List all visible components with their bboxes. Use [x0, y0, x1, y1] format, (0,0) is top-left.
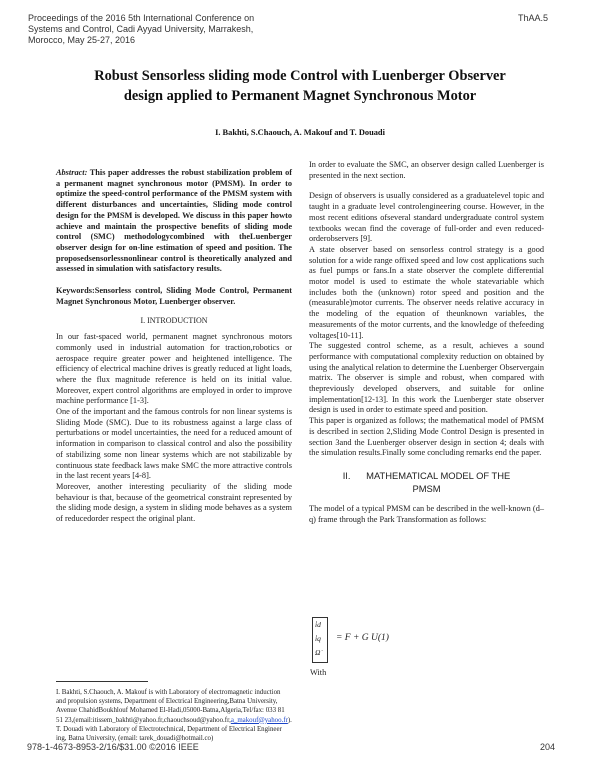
left-column	[56, 168, 292, 525]
equation-1	[312, 617, 542, 663]
title-line: design applied to Permanent Magnet Synchronous Motor	[123, 88, 477, 104]
footnote-rule	[56, 681, 148, 682]
section-heading-introduction: I. INTRODUCTION	[140, 316, 208, 326]
abstract	[56, 168, 292, 275]
intro-paragraph: In our fast-spaced world, permanent magnet synchronous motors commonly used in industrial automation for traction,robotics or aerospace require greater power and heightened intelligence. The efficiency of electrical machine drives is greatly reduced at light loads, where the flux magnitude reference is held on its initial value. Moreover, expert control algorithms are employed in order to improve machine performance [1-3].	[56, 332, 292, 406]
section-number: II.	[342, 469, 351, 481]
body-paragraph: The suggested control scheme, as a result, achieves a sound performance with computational complexity reduction on obtained by using the analytical relation to determine the Luenberger Observergain matrix. The observer is simple and robust, when compared with thepreviously developed observers, and suitable for online implementation[12-13]. In this work the Luenberger state observer design is used in order to estimate speed and position.	[309, 341, 544, 415]
isbn-footer: 978-1-4673-8953-2/16/$31.00 ©2016 IEEE	[27, 742, 199, 752]
proceedings-line: Systems and Control, Cadi Ayyad University, Marrakesh,	[28, 24, 254, 34]
body-paragraph: This paper is organized as follows; the mathematical model of PMSM is described in section 2,Sliding Mode Control Design is presented in section 3and the Luenberger observer design in section 4; deals with the simulation results.Finally some concluding remarks end the paper.	[309, 416, 544, 458]
footnote-text: I. Bakhti, S.Chaouch, A. Makouf is with Laboratory of electromagnetic induction and propulsion systems, Department of Electrical Engineering,Batna University, Avenue ChahidBoukhlouf Mohamed El-Hadi,05000-Batna,Algeria,Tel/fax: 033 81 51	[56, 689, 285, 724]
with-label: With	[310, 668, 327, 677]
equation-rhs: = F + G U(1)	[336, 633, 389, 643]
footnote	[56, 688, 292, 743]
section-title-line2: PMSM	[412, 482, 441, 494]
footnote-text: 23,(email:itissem_bakhti@yahoo.fr,chaouchsoud@yahoo.fr,	[64, 716, 231, 724]
right-column	[309, 160, 544, 525]
section-title: MATHEMATICAL MODEL OF THE	[366, 469, 511, 481]
section-heading-model	[309, 469, 544, 495]
vector-entry: i̇q	[315, 634, 321, 643]
session-code: ThAA.5	[518, 13, 549, 23]
keywords: Keywords:Sensorless control, Sliding Mode Control, Permanent Magnet Synchronous Motor, Luenberger observer.	[56, 286, 292, 306]
abstract-text: This paper addresses the robust stabilization problem of a permanent magnet synchronous motor (PMSM). In order to optimize the speed-control performance of the PMSM system with different disturbances and uncertainties, Sliding mode control design for the PMSM is developed. We discuss in this paper howto achieve and maintain the prospective benefits of sliding mode control (SMC) methodologycombined with theLuenberger observer design for on-line estimation of speed and position. The proposedsensorlessnonlinear control is theoretically analyzed and assessed in simulation with satisfactory results.	[56, 168, 292, 274]
footnote-text: ing, Batna University, (email: tarek_douadi@hotmail.co)	[56, 735, 214, 743]
abstract-label: Abstract:	[56, 168, 88, 177]
body-paragraph: Design of observers is usually considered as a graduatelevel topic and taught in a graduate level controlengineering course. However, in the most recent editions ofseveral standard undergraduate control system textbooks wecan find the coverage of full-order and even reduced-orderobservers [9].	[309, 191, 544, 244]
state-vector	[315, 618, 321, 660]
email-link[interactable]: a_makouf@yahoo.fr	[230, 716, 288, 724]
body-paragraph: A state observer based on sensorless control strategy is a good solution for a wide range offixed speed and low cost applications such as fuel pumps or fans.In a state observer the complete differential motor model is used to estimate the whole statevariable which includes both the (unknown) rotor speed and position and the (measurable)motor currents. The observer needs relative accuracy in the modeling of the equation of theunknown variables, the measurements of the motor currents, and the knowledge of thefeeding voltages[10-11].	[309, 244, 544, 340]
page-number: 204	[540, 742, 556, 752]
vector-entry: i̇d	[315, 620, 321, 629]
body-paragraph: In order to evaluate the SMC, an observer design called Luenberger is presented in the next section.	[309, 160, 544, 180]
intro-paragraph: One of the important and the famous controls for non linear systems is Sliding Mode (SMC). Due to its robustness against a large class of perturbations or model uncertainties, the need for a reduced amount of information in comparison to classical control and also the possibility of stabilizing some non linear systems which are not stabilizable by continuous state feedback laws make SMC the more attractive controls in the last recent years [4-8].	[56, 407, 292, 481]
proceedings-line: Proceedings of the 2016 5th International Conference on	[28, 13, 255, 23]
authors: I. Bakhti, S.Chaouch, A. Makouf and T. Douadi	[215, 128, 385, 137]
vector-bracket-right	[323, 617, 328, 663]
footnote-text: ). T. Douadi with Laboratory of Electrotechnical, Department of Electrical Engineer	[56, 716, 292, 733]
body-paragraph: The model of a typical PMSM can be described in the well-known (d–q) frame through the Park Transformation as follows:	[309, 503, 544, 524]
paper-title	[40, 66, 560, 106]
proceedings-header	[28, 13, 328, 46]
intro-paragraph: Moreover, another interesting peculiarity of the sliding mode behaviour is that, because of the geometrical constraint represented by the sliding mode design, a system in sliding mode behaves as a system of reducedorder respect the original plant.	[56, 481, 292, 524]
vector-entry: Ω̇	[315, 648, 321, 657]
title-line: Robust Sensorless sliding mode Control with Luenberger Observer	[94, 68, 506, 84]
proceedings-line: Morocco, May 25-27, 2016	[28, 35, 136, 45]
